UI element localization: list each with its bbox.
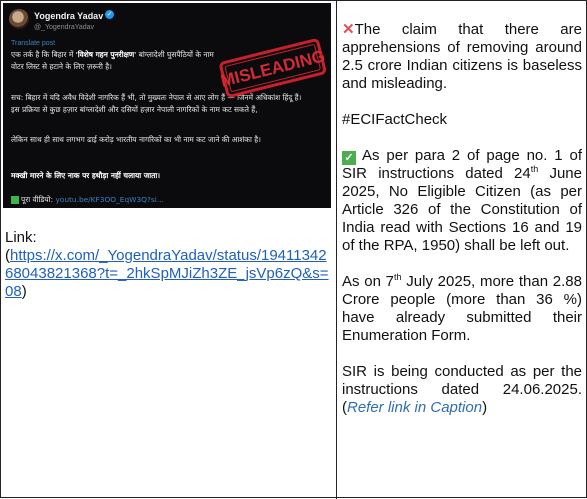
link-label: Link:	[5, 229, 37, 246]
fact-check-cell	[342, 21, 582, 417]
fact-para-conduct: SIR is being conducted as per the instructions dated 24.06.2025. (Refer link in Caption)	[342, 363, 582, 416]
column-divider	[336, 1, 337, 499]
avatar	[9, 9, 29, 29]
tweet-video-line: पूरा वीडियो: youtu.be/KF3OO_EqW3Q?si...	[11, 195, 164, 205]
source-link[interactable]: https://x.com/_YogendraYadav/status/1941134268043821368?t=_2hkSpMJiZh3ZE_jsVp6zQ&s=08	[5, 247, 329, 300]
tweet-header	[9, 7, 114, 31]
claim-cell	[1, 1, 336, 497]
verified-badge-icon: ✓	[106, 11, 113, 19]
fact-para-instructions: ✓ As per para 2 of page no. 1 of SIR instructions dated 24th June 2025, No Eligible Citizen (as per Article 326 of the Constitution of India read with Sections 16 and 19 of the RPA, 1950) shall be left out.	[342, 147, 582, 254]
tweet-text-para3: लेकिन साथ ही साथ लगभग ढाई करोड़ भारतीय नागरिकों का भी नाम कट जाने की आशंका है।	[11, 135, 261, 144]
tweet-handle: @_YogendraYadav	[34, 23, 95, 31]
fact-para-enumeration: As on 7th July 2025, more than 2.88 Crore people (more than 36 %) have already submitted their Enumeration Form.	[342, 272, 582, 344]
tweet-text-para4: मक्खी मारने के लिए नाक पर हथौड़ा नहीं चलाया जाता।	[11, 171, 161, 180]
tweet-author: Yogendra Yadav	[34, 11, 104, 21]
translate-post-link[interactable]: Translate post	[11, 40, 56, 47]
cross-mark-icon: ✕	[342, 21, 355, 38]
misleading-stamp	[217, 31, 329, 107]
hashtag: #ECIFactCheck	[342, 111, 448, 128]
tweet-text-line1: एक तर्क है कि बिहार में 'विशेष गहन पुनरीक्षण' बांग्लादेशी घुसपैठियों के नाम वोटर लिस्ट से हटाने के लिए ज़रूरी है।	[11, 50, 214, 71]
source-link-block: Link: (https://x.com/_YogendraYadav/status/1941134268043821368?t=_2hkSpMJiZh3ZE_jsVp6zQ&s=08)	[5, 229, 331, 301]
refer-caption-link[interactable]: Refer link in Caption	[347, 399, 483, 416]
video-icon	[11, 196, 19, 204]
tweet-screenshot	[3, 3, 331, 208]
stamp-label: MISLEADING	[218, 46, 327, 91]
video-link[interactable]: youtu.be/KF3OO_EqW3Q?si...	[55, 195, 164, 204]
tweet-text-para2: सच: बिहार में यदि अवैध विदेशी नागरिक हैं भी, तो मुख्यतः नेपाल से आए लोग हैं — जिनमें अधिकांश हिंदू हैं। इस प्रक्रिया से कुछ हज़ार बांग्लादेशी और दसियों हज़ार नेपाली नागरिकों के नाम कट सकते हैं,	[11, 93, 302, 114]
claim-verdict: ✕The claim that there are apprehensions of removing around 2.5 crore Indian citizens is baseless and misleading.	[342, 21, 582, 92]
check-mark-icon: ✓	[342, 151, 356, 165]
